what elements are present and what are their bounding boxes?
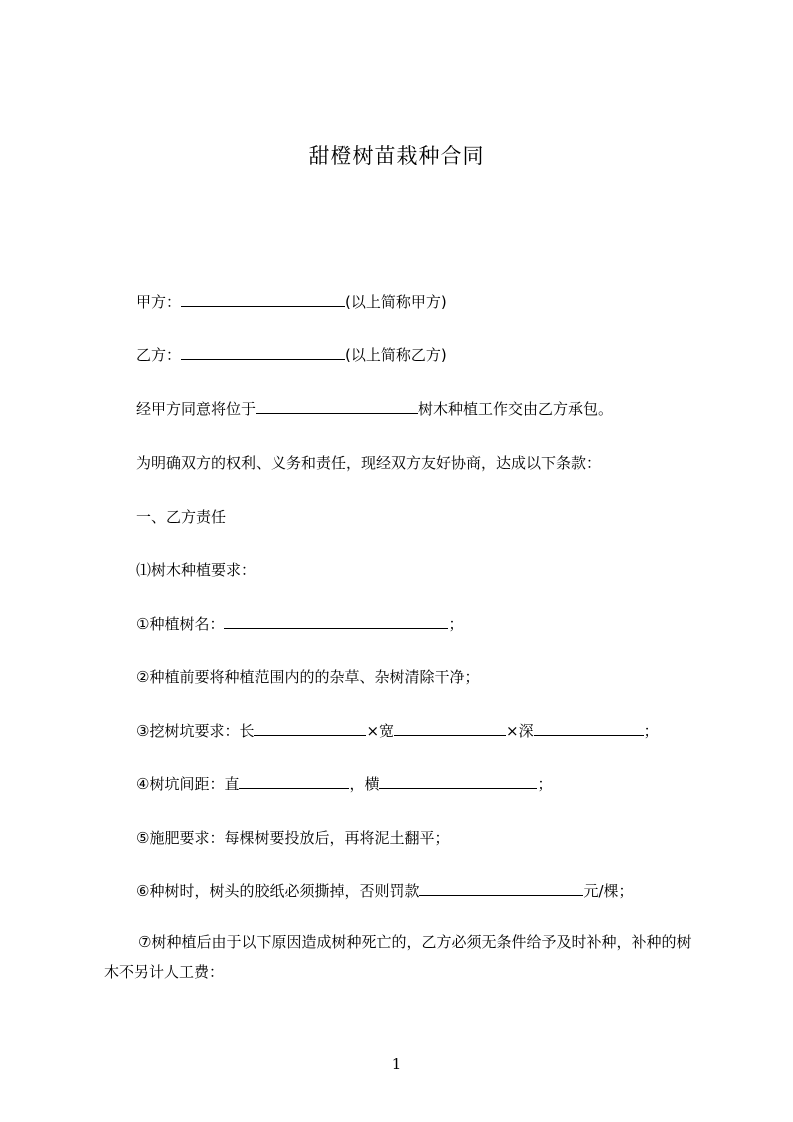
party-b-label: 乙方：	[136, 346, 182, 364]
depth-blank	[534, 720, 644, 736]
length-blank	[254, 720, 366, 736]
vertical-spacing-blank	[239, 773, 349, 789]
item-1-prefix: ①种植树名：	[136, 615, 225, 633]
item-6-suffix: 元/棵；	[583, 882, 634, 900]
item-3-line	[136, 720, 659, 742]
intro-line: 为明确双方的权利、义务和责任，现经双方友好协商，达成以下条款：	[136, 454, 602, 472]
item-6-line	[136, 880, 634, 902]
tree-name-blank	[224, 613, 448, 629]
item-3-suffix: ；	[643, 722, 659, 740]
item-5-line: ⑤施肥要求：每棵树要投放后，再将泥土翻平；	[136, 829, 450, 847]
party-a-blank	[181, 291, 345, 307]
party-a-label: 甲方：	[136, 293, 182, 311]
party-b-blank	[181, 344, 345, 360]
location-line	[136, 398, 613, 420]
party-b-line	[136, 344, 447, 366]
item-3-prefix: ③挖树坑要求：长	[136, 722, 255, 740]
fine-amount-blank	[419, 880, 583, 896]
item-2-line: ②种植前要将种植范围内的的杂草、杂树清除干净；	[136, 668, 480, 686]
page-number: 1	[391, 1055, 402, 1073]
location-blank	[256, 398, 418, 414]
party-a-line	[136, 291, 447, 313]
width-blank	[394, 720, 506, 736]
location-suffix: 树木种植工作交由乙方承包。	[418, 400, 614, 418]
item-4-prefix: ④树坑间距：直	[136, 775, 240, 793]
item-1-line	[136, 613, 463, 635]
item-1-suffix: ；	[448, 615, 464, 633]
item-4-mid: ，横	[349, 775, 380, 793]
item-3-mid2: ×深	[506, 722, 534, 740]
party-a-suffix: (以上简称甲方)	[345, 293, 447, 311]
item-7-paragraph: ⑦树种植后由于以下原因造成树种死亡的，乙方必须无条件给予及时补种，补种的树木不另计人工费：	[104, 933, 692, 981]
sub-1-heading: ⑴树木种植要求：	[136, 561, 257, 579]
item-6-prefix: ⑥种树时，树头的胶纸必须撕掉，否则罚款	[136, 882, 420, 900]
section-1-heading: 一、乙方责任	[136, 508, 227, 526]
item-4-line	[136, 773, 552, 795]
item-4-suffix: ；	[537, 775, 553, 793]
item-3-mid1: ×宽	[366, 722, 395, 740]
party-b-suffix: (以上简称乙方)	[345, 346, 447, 364]
horizontal-spacing-blank	[379, 773, 537, 789]
location-prefix: 经甲方同意将位于	[136, 400, 257, 418]
document-title: 甜橙树苗栽种合同	[308, 144, 485, 168]
